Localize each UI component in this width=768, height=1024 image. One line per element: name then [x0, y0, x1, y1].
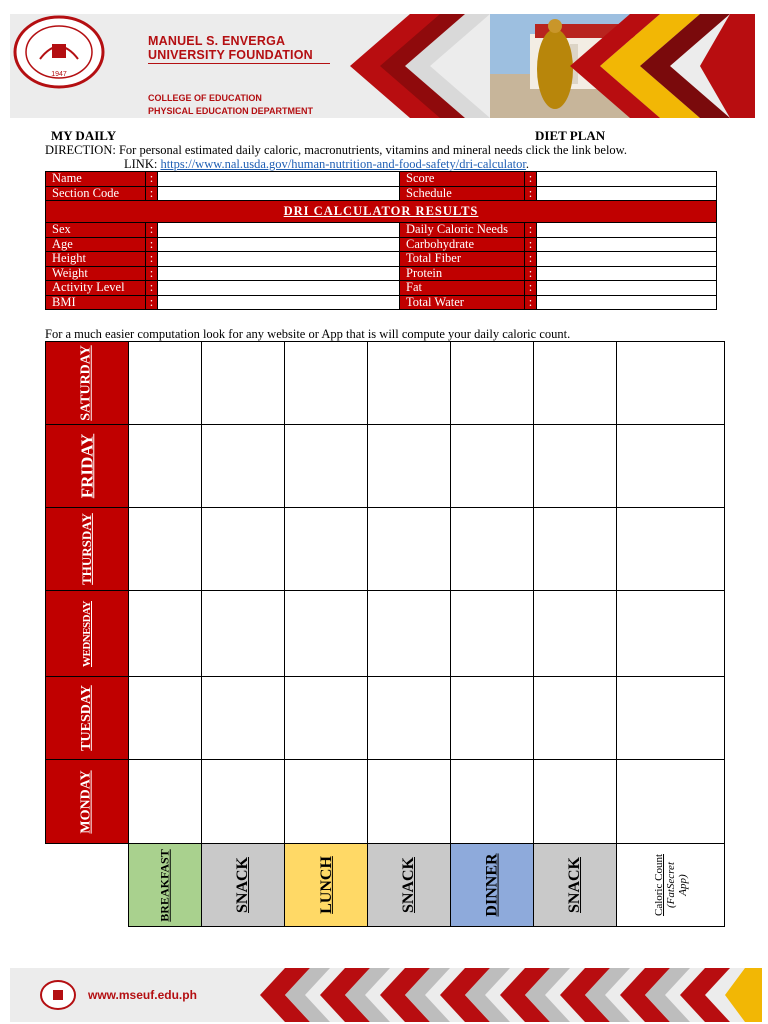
university-name	[148, 34, 313, 62]
colon: :	[146, 281, 158, 296]
age-label: Age	[46, 237, 146, 252]
meal-cell[interactable]	[129, 591, 202, 677]
meal-header-lunch: LUNCH	[285, 844, 368, 927]
weight-label: Weight	[46, 266, 146, 281]
caloric-cell[interactable]	[617, 591, 725, 677]
colon: :	[525, 295, 537, 310]
link-trail: .	[525, 157, 529, 171]
seal-year: 1947	[51, 71, 67, 78]
title-right: DIET PLAN	[535, 128, 606, 143]
meal-cell[interactable]	[451, 342, 534, 425]
colon: :	[525, 252, 537, 267]
name-label: Name	[46, 172, 146, 187]
section-code-field[interactable]	[158, 186, 400, 201]
weight-field[interactable]	[158, 266, 400, 281]
department-name: PHYSICAL EDUCATION DEPARTMENT	[148, 106, 314, 116]
height-field[interactable]	[158, 252, 400, 267]
day-thursday: THURSDAY	[46, 508, 129, 591]
title-left: MY DAILY	[51, 128, 117, 143]
total-fiber-label: Total Fiber	[400, 252, 525, 267]
meal-cell[interactable]	[202, 760, 285, 844]
caloric-cell[interactable]	[617, 760, 725, 844]
meal-cell[interactable]	[129, 342, 202, 425]
meal-cell[interactable]	[285, 591, 368, 677]
total-water-label: Total Water	[400, 295, 525, 310]
link-line	[124, 157, 529, 172]
meal-cell[interactable]	[534, 425, 617, 508]
university-seal	[10, 14, 108, 90]
carbohydrate-label: Carbohydrate	[400, 237, 525, 252]
colon: :	[146, 237, 158, 252]
total-water-field[interactable]	[537, 295, 717, 310]
caloric-count-header	[617, 844, 725, 927]
sex-field[interactable]	[158, 223, 400, 238]
height-label: Height	[46, 252, 146, 267]
meal-cell[interactable]	[368, 677, 451, 760]
direction-text: DIRECTION: For personal estimated daily caloric, macronutrients, vitamins and mineral needs click the link below.	[45, 143, 628, 157]
meal-cell[interactable]	[534, 591, 617, 677]
sex-label: Sex	[46, 223, 146, 238]
colon: :	[146, 186, 158, 201]
day-monday: MONDAY	[46, 760, 129, 844]
meal-cell[interactable]	[129, 508, 202, 591]
meal-cell[interactable]	[129, 677, 202, 760]
footer-website[interactable]: www.mseuf.edu.ph	[88, 988, 197, 1002]
meal-cell[interactable]	[368, 425, 451, 508]
caloric-count-sub2: App)	[676, 874, 689, 896]
meal-header-snack: SNACK	[202, 844, 285, 927]
section-code-label: Section Code	[46, 186, 146, 201]
day-tuesday: TUESDAY	[46, 677, 129, 760]
meal-cell[interactable]	[285, 425, 368, 508]
caloric-count-sub1: (FatSecret	[664, 862, 677, 909]
colon: :	[146, 223, 158, 238]
university-line1: MANUEL S. ENVERGA	[148, 34, 286, 48]
caloric-count-title: Caloric Count	[652, 853, 665, 917]
meal-cell[interactable]	[129, 760, 202, 844]
banner-chevrons	[10, 14, 755, 118]
schedule-label: Schedule	[400, 186, 525, 201]
colon: :	[146, 252, 158, 267]
meal-header-snack: SNACK	[368, 844, 451, 927]
schedule-field[interactable]	[537, 186, 717, 201]
meal-cell[interactable]	[451, 760, 534, 844]
meal-cell[interactable]	[202, 342, 285, 425]
meal-cell[interactable]	[451, 425, 534, 508]
meal-cell[interactable]	[202, 508, 285, 591]
daily-caloric-needs-field[interactable]	[537, 223, 717, 238]
link-label: LINK:	[124, 157, 158, 171]
colon: :	[525, 223, 537, 238]
university-line2: UNIVERSITY FOUNDATION	[148, 48, 313, 62]
footer-banner	[10, 968, 762, 1022]
department-block	[148, 92, 313, 118]
score-label: Score	[400, 172, 525, 187]
fat-field[interactable]	[537, 281, 717, 296]
score-field[interactable]	[537, 172, 717, 187]
meal-cell[interactable]	[368, 508, 451, 591]
colon: :	[146, 266, 158, 281]
caloric-cell[interactable]	[617, 342, 725, 425]
name-field[interactable]	[158, 172, 400, 187]
dri-results-header: DRI CALCULATOR RESULTS	[46, 201, 717, 223]
meal-cell[interactable]	[534, 760, 617, 844]
computation-note: For a much easier computation look for any website or App that is will compute your daily caloric count.	[45, 327, 571, 341]
meal-cell[interactable]	[368, 760, 451, 844]
college-name: COLLEGE OF EDUCATION	[148, 93, 262, 103]
meal-cell[interactable]	[368, 342, 451, 425]
activity-level-field[interactable]	[158, 281, 400, 296]
meal-cell[interactable]	[534, 677, 617, 760]
meal-header-breakfast: BREAKFAST	[129, 844, 202, 927]
colon: :	[525, 186, 537, 201]
dri-calculator-link[interactable]: https://www.nal.usda.gov/human-nutrition-and-food-safety/dri-calculator	[160, 157, 526, 171]
bmi-field[interactable]	[158, 295, 400, 310]
student-info-table	[45, 171, 717, 310]
colon: :	[146, 295, 158, 310]
meal-cell[interactable]	[451, 508, 534, 591]
corner-blank	[46, 844, 129, 927]
day-friday: FRIDAY	[46, 425, 129, 508]
age-field[interactable]	[158, 237, 400, 252]
meal-cell[interactable]	[202, 677, 285, 760]
meal-cell[interactable]	[534, 342, 617, 425]
meal-cell[interactable]	[285, 508, 368, 591]
meal-cell[interactable]	[129, 425, 202, 508]
meal-cell[interactable]	[534, 508, 617, 591]
diet-plan-grid	[45, 341, 725, 927]
day-wednesday: WEDNESDAY	[46, 591, 129, 677]
carbohydrate-field[interactable]	[537, 237, 717, 252]
colon: :	[525, 266, 537, 281]
fat-label: Fat	[400, 281, 525, 296]
meal-header-dinner: DINNER	[451, 844, 534, 927]
daily-caloric-needs-label: Daily Caloric Needs	[400, 223, 525, 238]
meal-header-snack: SNACK	[534, 844, 617, 927]
day-saturday: SATURDAY	[46, 342, 129, 425]
meal-cell[interactable]	[202, 425, 285, 508]
protein-label: Protein	[400, 266, 525, 281]
colon: :	[146, 172, 158, 187]
university-underline	[148, 63, 330, 64]
colon: :	[525, 281, 537, 296]
protein-field[interactable]	[537, 266, 717, 281]
meal-cell[interactable]	[285, 760, 368, 844]
meal-cell[interactable]	[451, 591, 534, 677]
caloric-cell[interactable]	[617, 425, 725, 508]
meal-cell[interactable]	[285, 677, 368, 760]
activity-level-label: Activity Level	[46, 281, 146, 296]
caloric-cell[interactable]	[617, 677, 725, 760]
total-fiber-field[interactable]	[537, 252, 717, 267]
colon: :	[525, 237, 537, 252]
meal-cell[interactable]	[202, 591, 285, 677]
meal-cell[interactable]	[368, 591, 451, 677]
meal-cell[interactable]	[451, 677, 534, 760]
meal-cell[interactable]	[285, 342, 368, 425]
bmi-label: BMI	[46, 295, 146, 310]
header-banner	[10, 14, 755, 118]
colon: :	[525, 172, 537, 187]
caloric-cell[interactable]	[617, 508, 725, 591]
